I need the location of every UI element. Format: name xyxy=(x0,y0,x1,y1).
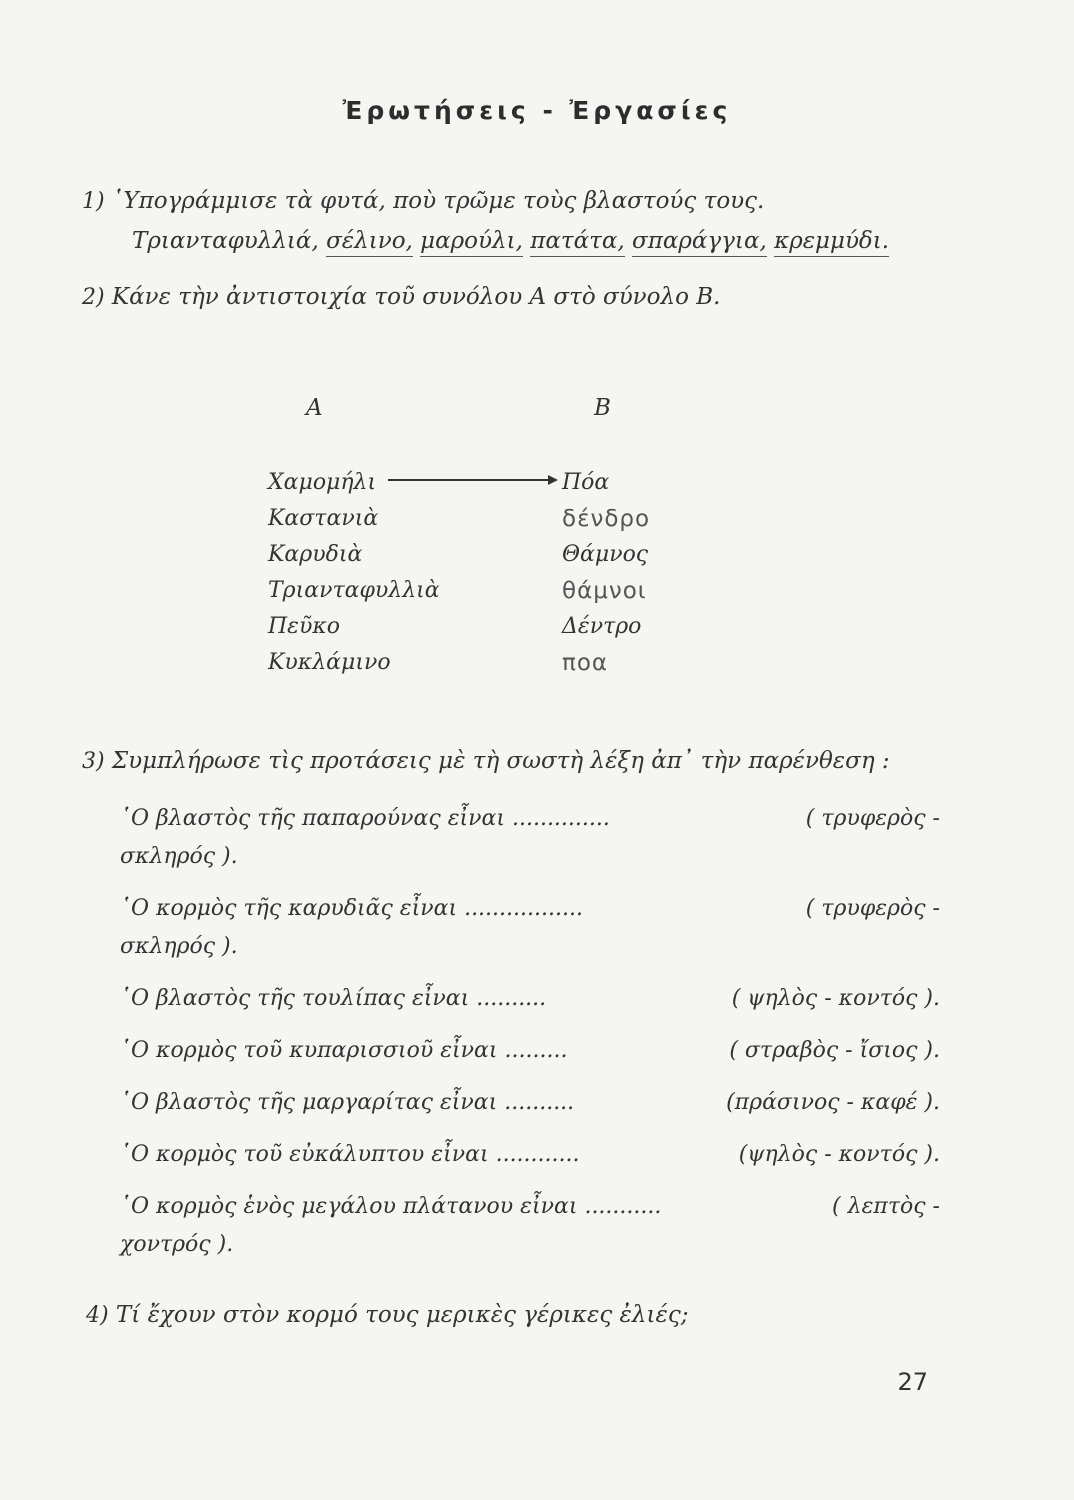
question-1-words xyxy=(132,228,889,254)
set-a-heading: Α xyxy=(306,395,323,421)
question-1-text: ῾Υπογράμμισε τὰ φυτά, ποὺ τρῶμε τοὺς βλαστούς τους. xyxy=(111,188,765,214)
question-4 xyxy=(86,1302,688,1328)
mapping-arrow xyxy=(388,470,558,490)
fill-in-options: ( τρυφερὸς - xyxy=(805,896,940,921)
fill-in-options: ( λεπτὸς - xyxy=(832,1194,940,1219)
fill-in-options-continued: σκληρός ). xyxy=(120,934,238,959)
fill-in-sentence: ῾Ο κορμὸς τῆς καρυδιᾶς εἶναι ................. xyxy=(120,896,583,921)
fill-in-options: ( τρυφερὸς - xyxy=(805,806,940,831)
question-3-number: 3) xyxy=(82,749,105,774)
word-item-underlined: σπαράγγια, xyxy=(632,228,767,257)
fill-in-item xyxy=(120,800,940,876)
set-a-item: Τριανταφυλλιὰ xyxy=(268,578,440,603)
set-a-item: Καρυδιὰ xyxy=(268,542,363,567)
set-b-handwritten-item: θάμνοι xyxy=(562,578,647,604)
set-a-item: Κυκλάμινο xyxy=(268,650,391,675)
fill-in-options-continued: σκληρός ). xyxy=(120,844,238,869)
word-item-underlined: μαρούλι, xyxy=(420,228,523,257)
fill-in-item xyxy=(120,1032,940,1070)
fill-in-item xyxy=(120,980,940,1018)
set-a-item: Πεῦκο xyxy=(268,614,341,639)
set-b-item: Πόα xyxy=(562,470,610,495)
fill-in-options: (ψηλὸς - κοντός ). xyxy=(738,1142,940,1167)
set-b-handwritten-item: ποα xyxy=(562,650,609,676)
fill-in-options-continued: χοντρός ). xyxy=(120,1232,234,1257)
page-number: 27 xyxy=(897,1368,928,1396)
question-4-text: Τί ἔχουν στὸν κορμό τους μερικὲς γέρικες ἐλιές; xyxy=(115,1302,689,1328)
fill-in-sentence: ῾Ο κορμὸς τοῦ εὐκάλυπτου εἶναι ............ xyxy=(120,1142,580,1167)
question-2-text: Κάνε τὴν ἀντιστοιχία τοῦ συνόλου Α στὸ σύνολο Β. xyxy=(111,284,721,310)
word-item-underlined: πατάτα, xyxy=(530,228,624,257)
set-b-item: Δέντρο xyxy=(562,614,642,639)
fill-in-sentence: ῾Ο κορμὸς τοῦ κυπαρισσιοῦ εἶναι ......... xyxy=(120,1038,568,1063)
word-item-underlined: κρεμμύδι. xyxy=(774,228,889,257)
set-b-heading: Β xyxy=(594,395,611,421)
question-1 xyxy=(82,188,764,214)
page-title: Ἐρωτήσεις - Ἐργασίες xyxy=(342,96,732,125)
word-item: Τριανταφυλλιά, xyxy=(132,228,319,254)
question-1-number: 1) xyxy=(82,189,105,214)
fill-in-item xyxy=(120,1188,940,1264)
fill-in-sentence: ῾Ο κορμὸς ἑνὸς μεγάλου πλάτανου εἶναι ........... xyxy=(120,1194,662,1219)
question-4-number: 4) xyxy=(86,1303,109,1328)
fill-in-sentence: ῾Ο βλαστὸς τῆς τουλίπας εἶναι .......... xyxy=(120,986,547,1011)
question-2-number: 2) xyxy=(82,285,105,310)
fill-in-item xyxy=(120,1084,940,1122)
question-3-items xyxy=(120,800,940,1278)
set-b-list xyxy=(562,465,650,681)
set-b-item: Θάμνος xyxy=(562,542,649,567)
set-a-list xyxy=(268,465,440,681)
fill-in-options: ( στραβὸς - ἴσιος ). xyxy=(729,1038,940,1063)
fill-in-sentence: ῾Ο βλαστὸς τῆς παπαρούνας εἶναι .............. xyxy=(120,806,610,831)
set-a-item: Χαμομήλι xyxy=(268,470,377,495)
word-item-underlined: σέλινο, xyxy=(326,228,413,257)
set-b-handwritten-item: δένδρο xyxy=(562,506,651,532)
fill-in-item xyxy=(120,890,940,966)
fill-in-options: (πράσινος - καφέ ). xyxy=(726,1090,940,1115)
question-3-text: Συμπλήρωσε τὶς προτάσεις μὲ τὴ σωστὴ λέξη ἀπ᾽ τὴν παρένθεση : xyxy=(111,748,890,774)
question-3 xyxy=(82,748,890,774)
set-a-item: Καστανιὰ xyxy=(268,506,379,531)
fill-in-item xyxy=(120,1136,940,1174)
fill-in-sentence: ῾Ο βλαστὸς τῆς μαργαρίτας εἶναι .......... xyxy=(120,1090,575,1115)
question-2 xyxy=(82,284,720,310)
fill-in-options: ( ψηλὸς - κοντός ). xyxy=(731,986,940,1011)
